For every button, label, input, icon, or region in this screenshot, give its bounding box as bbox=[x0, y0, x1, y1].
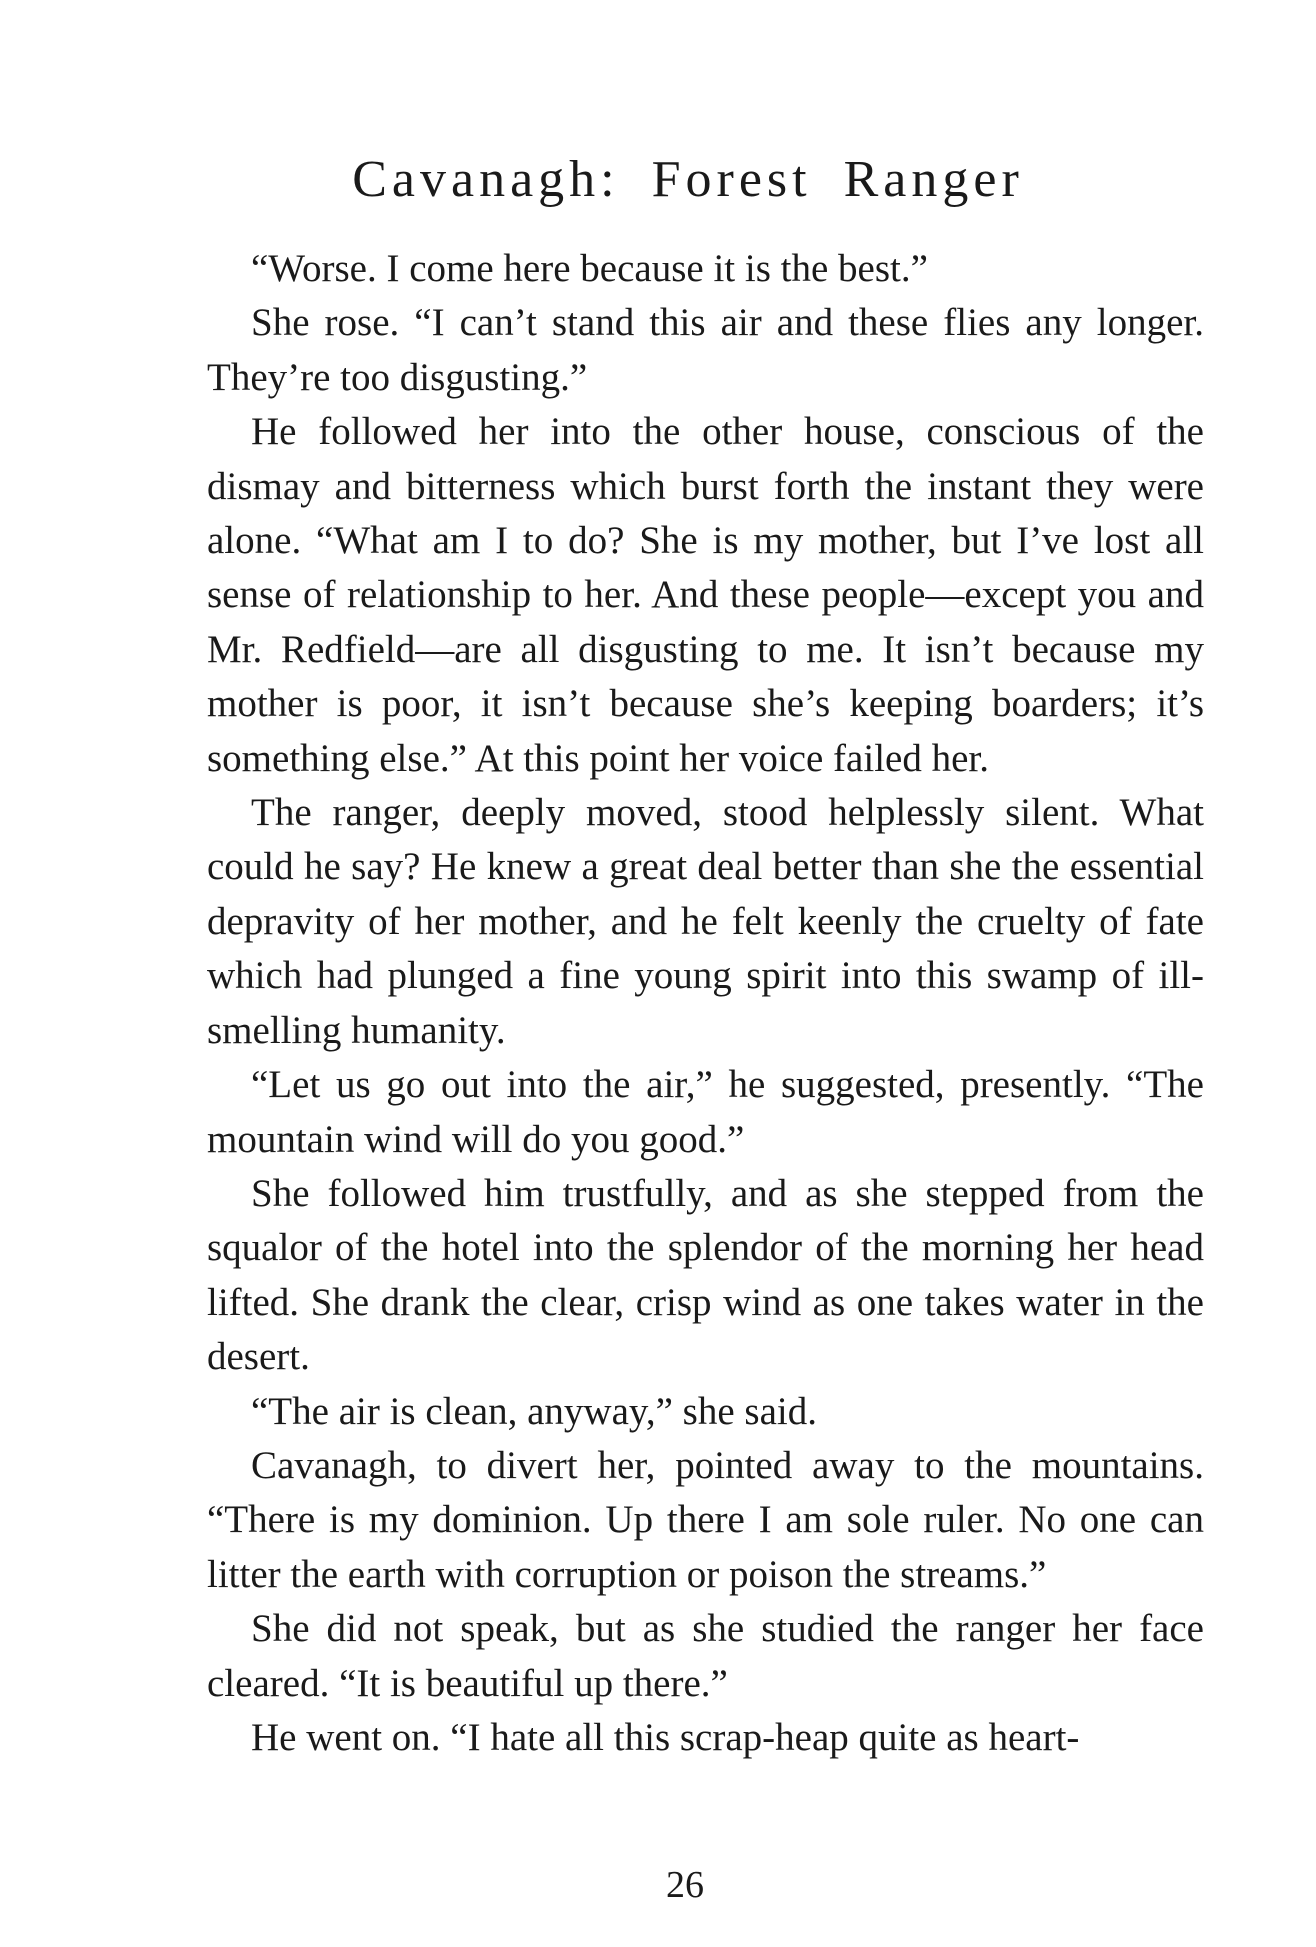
paragraph: She did not speak, but as she studied the ranger her face cleared. “It is beautiful up there.” bbox=[207, 1607, 1204, 1705]
paragraph: She followed him trustfully, and as she stepped from the squalor of the hotel into the splendor of the morning her head lifted. She drank the clear, crisp wind as one takes water in the desert. bbox=[207, 1171, 1204, 1379]
paragraph: “Worse. I come here because it is the best.” bbox=[251, 247, 928, 290]
page-number: 26 bbox=[666, 1864, 704, 1906]
paragraph: Cavanagh, to divert her, pointed away to the mountains. “There is my dominion. Up there I am sole ruler. No one can litter the earth with corruption or poison the streams.” bbox=[207, 1443, 1204, 1596]
paragraph: She rose. “I can’t stand this air and these flies any longer. They’re too disgusting.” bbox=[207, 301, 1204, 399]
running-title: Cavanagh: Forest Ranger bbox=[352, 151, 1024, 208]
paragraph: He followed her into the other house, conscious of the dismay and bitterness which burst forth the instant they were alone. “What am I to do? She is my mother, but I’ve lost all sense of relationship to her. And these people—except you and Mr. Redfield—are all disgusting to me. It isn’t because my mother is poor, it isn’t because she’s keeping boarders; it’s something else.” At this point her voice failed her. bbox=[207, 410, 1204, 780]
paragraph: He went on. “I hate all this scrap-heap quite as heart- bbox=[251, 1715, 1080, 1759]
paragraph: The ranger, deeply moved, stood helplessly silent. What could he say? He knew a great deal better than she the essential depravity of her mother, and he felt keenly the cruelty of fate which had plunged a fine young spirit into this swamp of ill-smelling humanity. bbox=[207, 791, 1204, 1052]
paragraph: “The air is clean, anyway,” she said. bbox=[251, 1389, 817, 1433]
paragraph: “Let us go out into the air,” he suggested, presently. “The mountain wind will do you good.” bbox=[207, 1063, 1204, 1161]
body-text bbox=[207, 242, 1204, 1765]
